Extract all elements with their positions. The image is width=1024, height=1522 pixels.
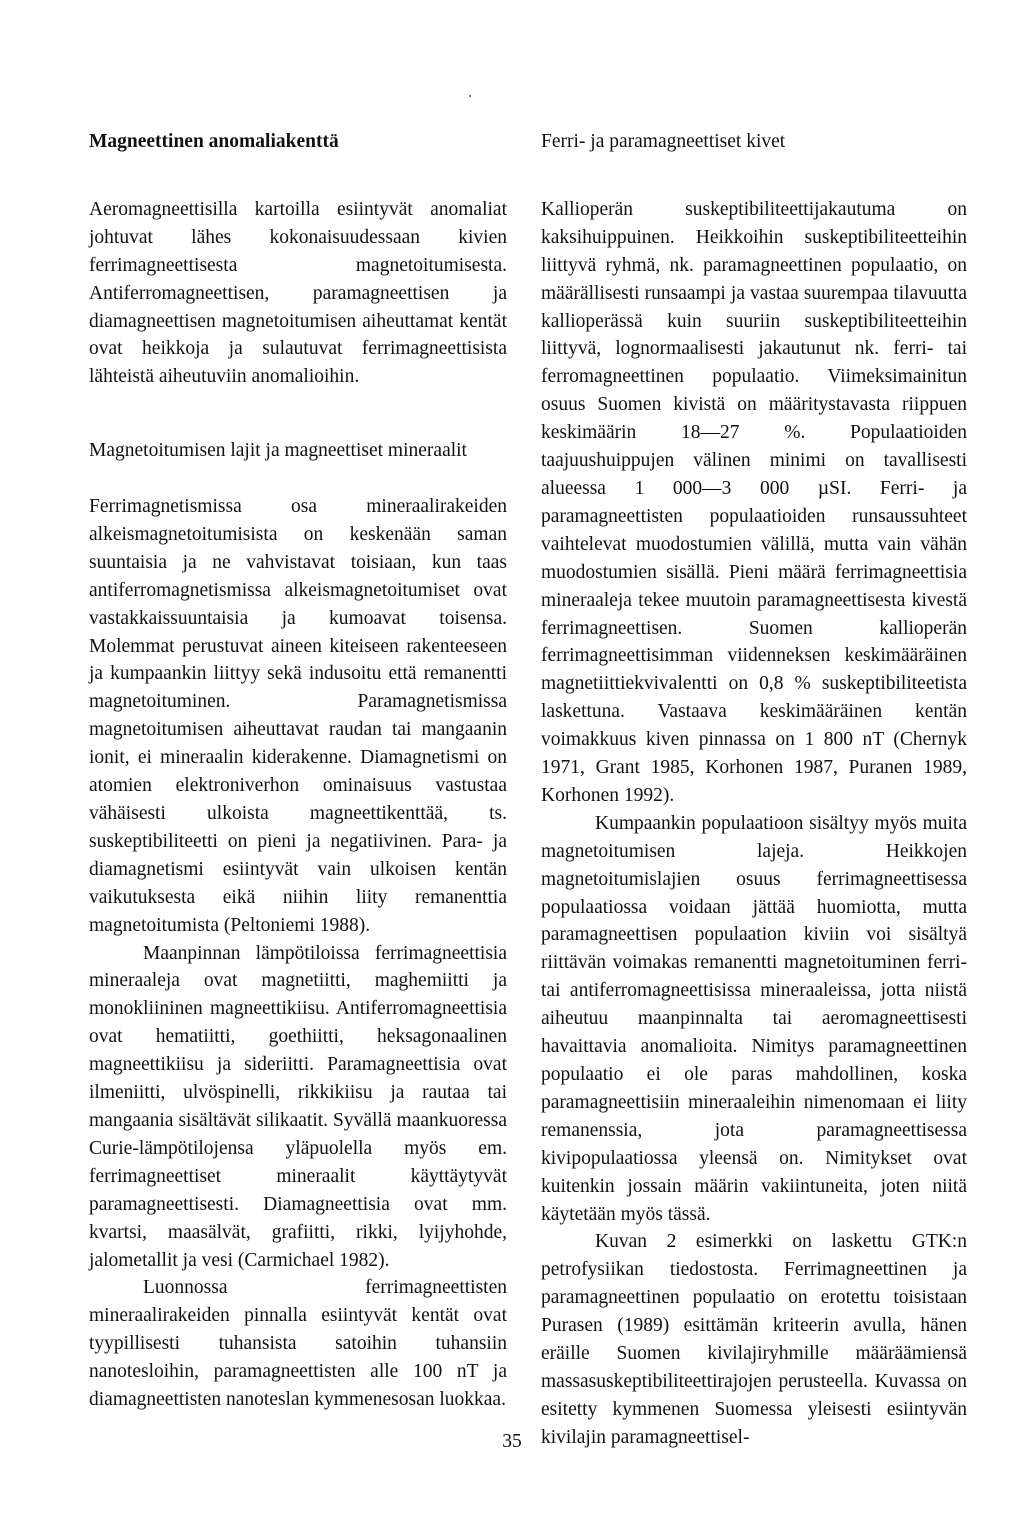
spacer (89, 391, 507, 437)
paragraph-ferrimagnetism: Ferrimagnetismissa osa mineraalirakeiden alkeismagnetoitumisista on keskenään saman suuntaisia ja ne vahvistavat toisiaan, kun taas antiferromagnetismissa alkeismagnetoitumiset ovat vastakkaissuuntaisia ja kumoavat toisensa. Molemmat perustuvat aineen kiteiseen rakenteeseen ja kumpaankin liittyy sekä indusoitu että remanentti magnetoituminen. Paramagnetismissa magnetoitumisen aiheuttavat raudan tai mangaanin ionit, ei mineraalin kiderakenne. Diamagnetismi on atomien elektroniverhon ominaisuus vastustaa vähäisesti ulkoista magneettikenttää, ts. suskeptibiliteetti on pieni ja negatiivinen. Para- ja diamagnetismi esiintyvät vain ulkoisen kentän vaikutuksesta eikä niihin liity remanenttia magnetoitumista (Peltoniemi 1988). (89, 496, 507, 936)
paragraph-populations: Kumpaankin populaatioon sisältyy myös muita magnetoitumisen lajeja. Heikkojen magnetoitumislajien osuus ferrimagneettisessa populaatiossa voidaan jättää huomiotta, mutta paramagneettisen populaation kiviin voi sisältyä riittävän voimakas remanentti magnetoituminen ferri- tai antiferromagneettisissa mineraaleissa, jotta niistä aiheutuu maanpinnalta tai aeromagneettisesti havaittavia anomalioita. Nimitys paramagneettinen populaatio ei ole paras mahdollinen, koska paramagneettisiin mineraaleihin nimenomaan ei liity remanenssia, jota paramagneettisessa kivipopulaatiossa yleensä on. Nimitykset ovat kuitenkin jossain määrin vakiintuneita, joten niitä käytetään myös tässä. (541, 812, 967, 1225)
subheading-magnetization-types: Magnetoitumisen lajit ja magneettiset mineraalit (89, 440, 467, 462)
section-heading-ferri-para-rocks: Ferri- ja paramagneettiset kivet (541, 131, 786, 152)
paragraph-field-strengths: Luonnossa ferrimagneettisten mineraalirakeiden pinnalla esiintyvät kentät ovat tyypillisesti tuhansista satoihin tuhansiin nanotesloihin, paramagneettisten alle 100 nT ja diamagneettisten nanoteslan kymmenesosan luokkaa. (89, 1277, 507, 1411)
spacer (89, 465, 507, 493)
scan-speck (469, 95, 471, 97)
paragraph-minerals: Maanpinnan lämpötiloissa ferrimagneettisia mineraaleja ovat magnetiitti, maghemiitti ja monokliininen magneettikiisu. Antiferromagneettisia ovat hematiitti, goethiitti, heksagonaalinen magneettikiisu ja sideriitti. Paramagneettisia ovat ilmeniitti, ulvöspinelli, rikkikiisu ja rautaa tai mangaania sisältävät silikaatit. Syvällä maankuoressa Curie-lämpötilojensa yläpuolella myös em. ferrimagneettiset mineraalit käyttäytyvät paramagneettisesti. Diamagneettisia ovat mm. kvartsi, maasälvät, grafiitti, rikki, lyijyhohde, jalometallit ja vesi (Carmichael 1982). (89, 942, 507, 1271)
intro-paragraph: Aeromagneettisilla kartoilla esiintyvät anomaliat johtuvat lähes kokonaisuudessaan kivien ferrimagneettisesta magnetoitumisesta. Antiferromagneettisen, paramagneettisen ja diamagneettisen magnetoitumisen aiheuttamat kentät ovat heikkoja ja sulautuvat ferrimagneettisista lähteistä aiheutuviin anomalioihin. (89, 198, 507, 388)
paragraph-figure-2-example: Kuvan 2 esimerkki on laskettu GTK:n petrofysiikan tiedostosta. Ferrimagneettinen ja paramagneettinen populaatio on erotettu toisistaan Purasen (1989) esittämän kriteerin avulla, hänen eräille Suomen kivilajiryhmille määräämiensä massasuskeptibiliteettirajojen perusteella. Kuvassa on esitetty kymmenen Suomessa yleisesti esiintyvän kivilajin paramagneettisel- (541, 1231, 967, 1448)
section-heading-magnetic-anomaly-field: Magneettinen anomaliakenttä (89, 131, 339, 152)
spacer (89, 156, 507, 196)
paragraph-susceptibility-distribution: Kallioperän suskeptibiliteettijakautuma on kaksihuippuinen. Heikkoihin suskeptibiliteetteihin liittyvä ryhmä, nk. paramagneettinen populaatio, on määrällisesti runsaampi ja vastaa suurempaa tilavuutta kallioperässä kuin suuriin suskeptibiliteetteihin liittyvä, lognormaalisesti jakautunut nk. ferri- tai ferromagneettinen populaatio. Viimeksimainitun osuus Suomen kivistä on määritystavasta riippuen keskimäärin 18—27 %. Populaatioiden taajuushuippujen välinen minimi on tavallisesti alueessa 1 000—3 000 µSI. Ferri- ja paramagneettisten populaatioiden runsaussuhteet vaihtelevat muodostumien välillä, mutta vain vähän muodostumien sisällä. Pieni määrä ferrimagneettisia mineraaleja tekee muutoin paramagneettisesta kivestä ferrimagneettisen. Suomen kallioperän ferrimagneettisimman viidenneksen keskimääräinen magnetiittiekvivalentti on 0,8 % suskeptibiliteetista laskettuna. Vastaava keskimääräinen kentän voimakkuus kiven pinnassa on 1 800 nT (Chernyk 1971, Grant 1985, Korhonen 1987, Puranen 1989, Korhonen 1992). (541, 198, 967, 806)
left-column (89, 128, 507, 1414)
page-number: 35 (502, 1431, 522, 1452)
spacer (541, 156, 967, 196)
right-column (541, 128, 967, 1452)
